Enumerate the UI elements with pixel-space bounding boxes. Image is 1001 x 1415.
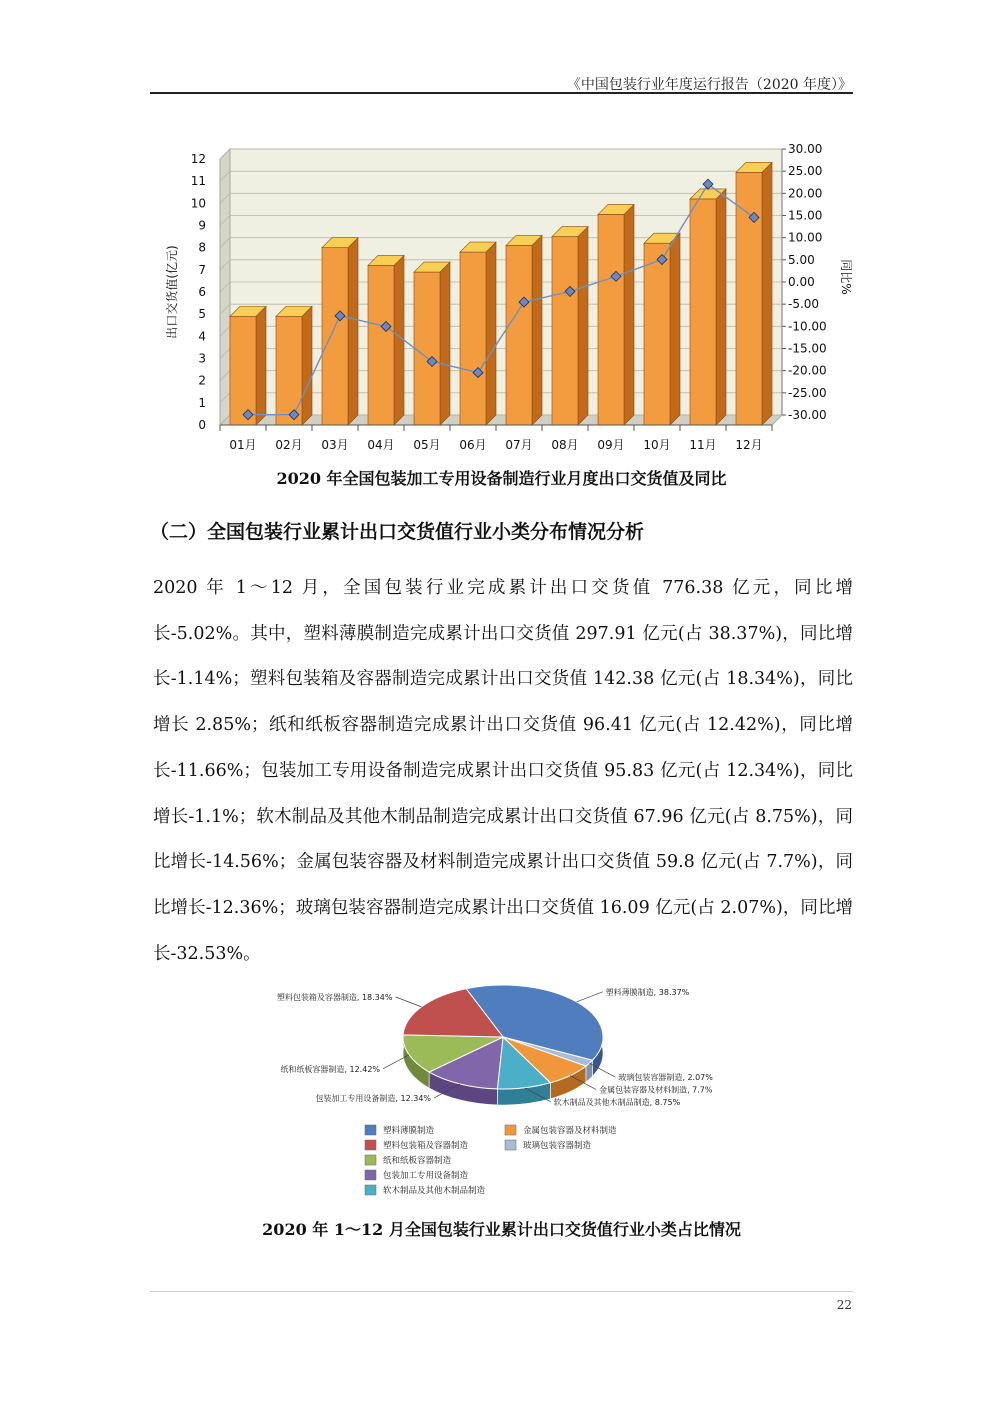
left-axis-ticks [191, 152, 206, 432]
bar-side [440, 262, 450, 425]
x-axis-tick-label: 06月 [459, 438, 487, 452]
category-share-chart [250, 965, 770, 1210]
bar-side [578, 227, 588, 425]
bar [598, 204, 634, 425]
x-axis-tick-label: 10月 [643, 438, 671, 452]
x-axis-ticks [220, 425, 772, 452]
x-axis-tick-label: 01月 [229, 438, 257, 452]
left-axis-tick-label: 4 [198, 329, 206, 344]
bar-front [552, 237, 578, 425]
right-axis-tick-label: -25.00 [788, 385, 827, 400]
bar-front [460, 252, 486, 425]
right-axis-tick-label: -20.00 [788, 363, 827, 378]
section-heading: （二）全国包装行业累计出口交货值行业小类分布情况分析 [150, 521, 645, 543]
bar-front [644, 243, 670, 425]
bar-side [716, 189, 726, 425]
legend-label: 塑料包装箱及容器制造 [383, 1141, 469, 1151]
right-axis-tick-label: 5.00 [788, 252, 815, 267]
header-rule [150, 92, 853, 94]
right-axis-tick-label: 30.00 [788, 142, 823, 156]
left-axis-tick-label: 0 [198, 418, 206, 432]
bar-front [230, 316, 256, 425]
right-axis-tick-label: -30.00 [788, 408, 827, 422]
pie-legend [365, 1125, 617, 1196]
pie-leader-line [577, 992, 603, 1002]
legend-swatch [365, 1155, 376, 1165]
body-paragraph: 2020 年 1～12 月，全国包装行业完成累计出口交货值 776.38 亿元，同比增长-5.02%。其中，塑料薄膜制造完成累计出口交货值 297.91 亿元(占 38.37%)，同比增长-1.14%；塑料包装箱及容器制造完成累计出口交货值 142.38 亿元(占 18.34%)，同比增长 2.85%；纸和纸板容器制造完成累计出口交货值 96.41 亿元(占 12.42%)，同比增长-11.66%；包装加工专用设备制造完成累计出口交货值 95.83 亿元(占 12.34%)，同比增长-1.1%；软木制品及其他木制品制造完成累计出口交货值 67.96 亿元(占 8.75%)，同比增长-14.56%；金属包装容器及材料制造完成累计出口交货值 59.8 亿元(占 7.7%)，同比增长-12.36%；玻璃包装容器制造完成累计出口交货值 16.09 亿元(占 2.07%)，同比增长-32.53%。 [153, 578, 853, 964]
right-axis-tick-label: 0.00 [788, 275, 815, 289]
x-axis-tick-label: 12月 [735, 438, 763, 452]
bar [368, 255, 404, 425]
bar-front [368, 265, 394, 425]
pie-slice-label: 塑料包装箱及容器制造, 18.34% [276, 992, 393, 1002]
legend-label: 纸和纸板容器制造 [383, 1156, 452, 1166]
right-axis-ticks [782, 142, 827, 422]
left-axis-tick-label: 7 [198, 262, 206, 277]
pie-slice-label: 玻璃包装容器制造, 2.07% [618, 1073, 713, 1083]
right-axis-tick-label: -15.00 [788, 341, 827, 356]
bar-front [414, 272, 440, 425]
left-axis-tick-label: 6 [198, 285, 206, 299]
bar-side [532, 235, 542, 425]
right-axis-tick-label: 15.00 [788, 208, 823, 223]
pie-slice-label: 纸和纸板容器制造, 12.42% [280, 1064, 381, 1074]
bar [736, 162, 772, 425]
bar-front [276, 316, 302, 425]
bar [460, 242, 496, 425]
bar [414, 262, 450, 425]
legend-swatch [505, 1125, 516, 1135]
bar-side [624, 204, 634, 425]
bar-side [670, 233, 680, 425]
legend-label: 玻璃包装容器制造 [523, 1141, 592, 1151]
right-axis-title: 同比% [839, 259, 853, 295]
pie-slice-label: 塑料薄膜制造, 38.37% [605, 987, 690, 997]
running-header: 《中国包装行业年度运行报告（2020 年度）》 [566, 77, 852, 93]
legend-label: 包装加工专用设备制造 [383, 1171, 469, 1181]
x-axis-tick-label: 02月 [275, 438, 303, 452]
bar [230, 306, 266, 425]
chart1-caption: 2020 年全国包装加工专用设备制造行业月度出口交货值及同比 [276, 469, 727, 488]
legend-label: 金属包装容器及材料制造 [523, 1126, 617, 1136]
bar [506, 235, 542, 425]
legend-label: 塑料薄膜制造 [383, 1126, 435, 1136]
right-axis-tick-label: 10.00 [788, 230, 823, 245]
bar-side [302, 306, 312, 425]
legend-swatch [365, 1170, 376, 1180]
bar [276, 306, 312, 425]
legend-swatch [365, 1140, 376, 1150]
left-axis-tick-label: 3 [198, 351, 206, 366]
pie-slice-label: 软木制品及其他木制品制造, 8.75% [553, 1097, 681, 1107]
bar-side [348, 238, 358, 425]
bar-front [736, 172, 762, 425]
left-axis-tick-label: 8 [198, 240, 206, 255]
x-axis-tick-label: 08月 [551, 438, 579, 452]
bar-front [598, 214, 624, 425]
bar-front [322, 248, 348, 425]
bar-side [256, 306, 266, 425]
pie-leader-line [395, 997, 421, 1007]
pie-slice-label: 包装加工专用设备制造, 12.34% [315, 1093, 432, 1103]
x-axis-tick-label: 09月 [597, 438, 625, 452]
right-axis-tick-label: -5.00 [788, 297, 820, 312]
right-axis-tick-label: 25.00 [788, 164, 823, 179]
legend-swatch [365, 1185, 376, 1195]
page-number: 22 [836, 1298, 852, 1312]
legend-swatch [505, 1140, 516, 1150]
chart2-caption: 2020 年 1～12 月全国包装行业累计出口交货值行业小类占比情况 [262, 1220, 741, 1239]
left-axis-tick-label: 12 [190, 152, 206, 166]
legend-label: 软木制品及其他木制品制造 [383, 1186, 486, 1196]
bar-side [486, 242, 496, 425]
left-axis-tick-label: 1 [198, 395, 206, 410]
x-axis-tick-label: 05月 [413, 438, 441, 452]
x-axis-tick-label: 11月 [689, 438, 717, 452]
left-axis-tick-label: 9 [198, 218, 206, 233]
pie-tops [403, 985, 603, 1089]
x-axis-tick-label: 04月 [367, 438, 395, 452]
right-axis-tick-label: 20.00 [788, 186, 823, 201]
footer-rule [150, 1291, 853, 1292]
x-axis-tick-label: 03月 [321, 438, 349, 452]
legend-swatch [365, 1125, 376, 1135]
left-axis-tick-label: 10 [190, 196, 206, 211]
bar [322, 238, 358, 425]
pie-slice-label: 金属包装容器及材料制造, 7.7% [599, 1085, 713, 1095]
right-axis-tick-label: -10.00 [788, 319, 827, 334]
bar [690, 189, 726, 425]
bar-side [762, 162, 772, 425]
x-axis-tick-label: 07月 [505, 438, 533, 452]
bar-side [394, 255, 404, 425]
left-axis-title: 出口交货值(亿元) [165, 245, 179, 339]
left-axis-tick-label: 11 [190, 174, 206, 189]
left-axis-tick-label: 2 [198, 373, 206, 388]
bar-front [690, 199, 716, 425]
left-axis-tick-label: 5 [198, 307, 206, 322]
monthly-export-chart [150, 130, 870, 462]
bar [552, 227, 588, 425]
bar-front [506, 245, 532, 425]
